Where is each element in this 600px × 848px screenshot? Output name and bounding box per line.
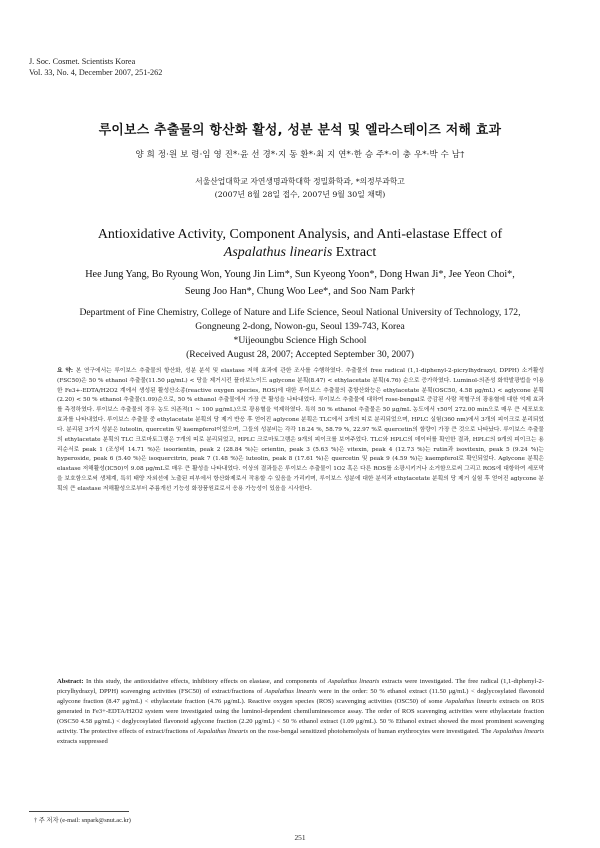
english-authors xyxy=(40,266,560,300)
english-abstract-label: Abstract: xyxy=(57,678,84,685)
english-affiliation-line3: *Uijeoungbu Science High School xyxy=(233,335,367,346)
korean-abstract-text: 본 연구에서는 루이보스 추출물의 항산화, 성분 분석 및 elastase 저해 효과에 관한 조사를 수행하였다. 추출물의 free radical (1,1-diphenyl-2-picrylhydrazyl, DPPH) 소거활성(FSC50)은 50 % ethanol 추출물(11.50 μg/mL) < 당을 제거시킨 플라보노이드 aglycone 분획(8.47) < ethylacetate 분획(4.76) 순으로 증가하였다. Luminol-의존성 화학발광법을 이용한 Fe3+-EDTA/H2O2 계에서 생성된 활성산소종(reactive oxygen species, ROS)에 대한 루이보스 추출물의 총항산화능은 ethylacetate 분획(OSC50, 4.58 μg/mL) < aglycone 분획(2.20) < 50 % ethanol 추출물(1.09)순으로, 50 % ethanol 추출물에서 가장 큰 활성을 나타내었다. 루이보스 추출물에 대하여 rose-bengal로 증감된 사람 적혈구의 광용혈에 대한 억제 효과를 측정하였다. 루이보스 추출물의 경우 농도 의존적(1 ~ 100 μg/mL)으로 광용혈을 억제하였다. 특히 50 % ethanol 추출물은 50 μg/mL 농도에서 τ50이 272.00 min으로 매우 큰 세포보호 효과를 나타내었다. 루이보스 추출물 중 ethylacetate 분획의 당 제거 반응 후 얻어진 aglycone 분획은 TLC에서 3개의 띠로 분리되었으며, HPLC 실험(360 nm)에서 3개의 피이크로 분리되었다. 분리된 3가지 성분은 luteolin, quercetin 및 kaempferol이었으며, 그들의 성분비는 각각 18.24 %, 58.79 %, 22.97 %로 quercetin의 함량이 가장 큰 것으로 나타났다. 루이보스 추출물의 ethylacetate 분획의 TLC 크로마토그램은 7개의 띠로 분리되었고, HPLC 크로마토그램은 9개의 피이크를 보여주었다. TLC와 HPLC의 데이터를 확인한 결과, HPLC의 9개의 피이크는 용리순서로 peak 1 (조성비 14.71 %)은 isoorientin, peak 2 (28.84 %)는 orientin, peak 3 (5.63 %)은 vitexin, peak 4 (12.73 %)는 rutin과 isovitexin, peak 5 (9.24 %)는 hyperoside, peak 6 (5.40 %)은 isoquercitrin, peak 7 (1.48 %)은 luteolin, peak 8 (17.61 %)은 quercetin 및 peak 9 (4.59 %)는 kaempferol로 확인되었다. Aglycone 분획은 elastase 저해활성(IC50)이 9.08 μg/mL로 매우 큰 활성을 나타내었다. 이상의 결과들은 루이보스 추출물이 1O2 혹은 다른 ROS를 소광시키거나 소거함으로써 그리고 ROS에 대항하여 세포막을 보호함으로써 생체계, 특히 태양 자외선에 노출된 피부에서 항산화제로서 작용할 수 있음을 가리키며, 루이보스 성분에 대한 분석과 ethylacetate 분획의 당 제거 실험 후 얻어진 aglycone 분획의 큰 elastase 저해활성으로부터 주름개선 기능성 화장품원료로서 응용 가능성이 있음을 시사한다. xyxy=(57,368,545,492)
korean-received-dates: (2007년 8월 28일 접수, 2007년 9월 30일 채택) xyxy=(214,190,386,199)
footnote-email-link[interactable]: † 주 저자 (e-mail: snpark@snut.ac.kr) xyxy=(34,817,131,824)
species-name: Aspalathus linearis xyxy=(197,727,249,735)
species-name: Aspalathus linearis xyxy=(493,727,545,735)
english-abstract-text: extracts on ROS generated in Fe3+-EDTA/H2O2 system were investigated using the luminol-dependent chemiluminescence assay. The order of ROS scavenging activities were ethylacetate fraction (OSC50 4.58 μg/mL) < deglycosylated flavonoid aglycone fraction (2.20 μg/mL) < 50 % ethanol extract (1.09 μg/mL). 50 % Ethanol extract showed the most prominent scavenging activity. The protective effects of extract/fractions of xyxy=(57,697,544,735)
english-abstract-text: were in the order: 50 % ethanol extract (11.50 μg/mL) < deglycosylated flavonoid aglycone fraction (8.47 μg/mL) < ethylacetate fraction (4.76 μg/mL). Reactive oxygen species (ROS) scavenging activities (OSC50) of some xyxy=(57,687,544,705)
korean-affiliation-line: 서울산업대학교 자연생명과학대학 정밀화학과, *의정부과학고 xyxy=(195,177,405,186)
english-abstract xyxy=(57,677,544,747)
journal-header xyxy=(29,57,162,78)
korean-affiliation xyxy=(0,175,600,201)
english-affiliation-line2: Gongneung 2-dong, Nowon-gu, Seoul 139-743, Korea xyxy=(195,321,405,332)
english-abstract-text: In this study, the antioxidative effects, inhibitory effects on elastase, and components of xyxy=(86,678,328,685)
english-title-line2 xyxy=(0,244,600,262)
english-received-dates: (Received August 28, 2007; Accepted September 30, 2007) xyxy=(186,349,414,360)
english-title-suffix: Extract xyxy=(332,245,377,260)
english-affiliation-line1: Department of Fine Chemistry, College of Nature and Life Science, Seoul National University of Technology, 172, xyxy=(79,307,521,318)
journal-volume: Vol. 33, No. 4, December 2007, 251-262 xyxy=(29,67,163,77)
footnote-divider xyxy=(29,811,129,812)
english-authors-line1: Hee Jung Yang, Bo Ryoung Won, Young Jin Lim*, Sun Kyeong Yoon*, Dong Hwan Ji*, Jee Yeon Choi*, xyxy=(85,269,515,280)
english-authors-line2: Seung Joo Han*, Chung Woo Lee*, and Soo Nam Park† xyxy=(184,286,416,297)
english-abstract-text: extracts were investigated. The free radical (1,1-diphenyl-2-picrylhydrazyl, DPPH) scavenging activities (FSC50) of extract/fractions of xyxy=(57,678,545,695)
english-abstract-text: on the rose-bengal sensitized photohemolysis of human erythrocytes were investigated. The xyxy=(248,727,494,735)
english-abstract-text: extracts suppressed xyxy=(57,737,108,745)
species-name: Aspalathus linearis xyxy=(223,245,333,260)
species-name: Aspalathus linearis xyxy=(327,678,380,685)
korean-authors: 양 희 정·원 보 령·임 영 진*·윤 선 경*·지 동 환*·최 지 연*·한 승 주*·이 충 우*·박 수 남† xyxy=(135,149,465,159)
english-affiliation xyxy=(30,306,570,362)
korean-abstract xyxy=(57,367,544,495)
english-title-line1: Antioxidative Activity, Component Analysis, and Anti-elastase Effect of xyxy=(97,227,503,242)
korean-abstract-label: 요 약: xyxy=(57,368,74,374)
corresponding-author-footnote xyxy=(34,815,131,824)
korean-title: 루이보스 추출물의 항산화 활성, 성분 분석 및 엘라스테이즈 저해 효과 xyxy=(98,123,502,138)
species-name: Aspalathus linearis xyxy=(445,697,497,705)
page-number: 251 xyxy=(294,833,306,842)
species-name: Aspalathus linearis xyxy=(264,687,317,695)
english-title xyxy=(0,226,600,262)
journal-name: J. Soc. Cosmet. Scientists Korea xyxy=(29,57,136,66)
